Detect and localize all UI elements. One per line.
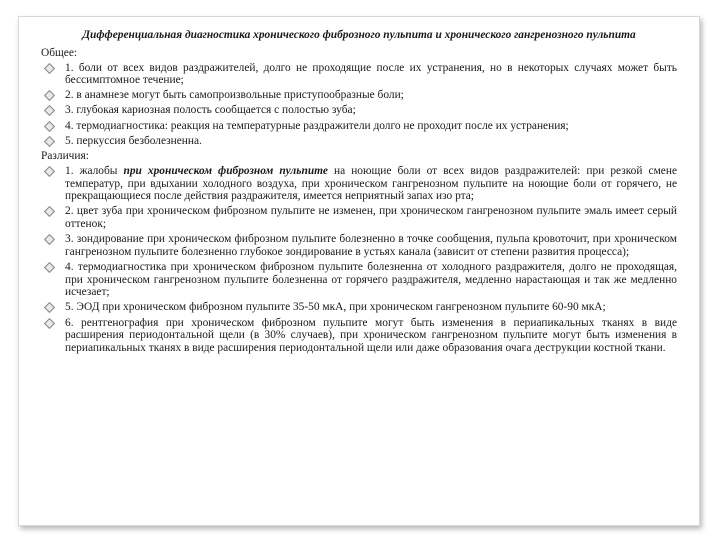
general-section-label: Общее:	[41, 46, 78, 59]
diamond-bullet-icon	[44, 63, 55, 74]
differences-list	[41, 165, 677, 354]
diamond-bullet-icon	[44, 318, 55, 329]
diamond-bullet-icon	[44, 105, 55, 116]
list-item-text: 5. ЭОД при хроническом фиброзном пульпите 35-50 мкА, при хроническом гангренозном пульпите 60-90 мкА;	[65, 301, 606, 314]
list-item	[41, 135, 677, 148]
list-item	[41, 233, 677, 258]
diamond-bullet-icon	[44, 136, 55, 147]
general-list	[41, 62, 677, 148]
list-item	[41, 104, 677, 117]
diamond-bullet-icon	[44, 302, 55, 313]
diamond-bullet-icon	[44, 262, 55, 273]
list-item-text: 1. боли от всех видов раздражителей, долго не проходящие после их устранения, но в некоторых случаях может быть бессимптомное течение;	[65, 61, 677, 87]
list-item-emphasis: при хроническом фиброзном пульпите	[123, 165, 328, 178]
content-card	[18, 16, 700, 526]
list-item-text: на ноющие боли от всех видов раздражителей: при резкой смене температур, при вдыхании холодного воздуха, при хроническом гангренозном пульпите на ноющие боли от горячего, не прекращающиеся после действия раздражителя, имеется неприятный запах изо рта;	[65, 165, 677, 203]
diamond-bullet-icon	[44, 206, 55, 217]
list-item	[41, 317, 677, 355]
diamond-bullet-icon	[44, 166, 55, 177]
list-item-text: 2. цвет зуба при хроническом фиброзном пульпите не изменен, при хроническом гангренозном пульпите эмаль имеет серый оттенок;	[65, 205, 677, 230]
list-item-prefix: 1. жалобы	[65, 165, 124, 178]
list-item	[41, 205, 677, 230]
list-item-text: 5. перкуссия безболезненна.	[65, 134, 202, 147]
diamond-bullet-icon	[44, 234, 55, 245]
diamond-bullet-icon	[44, 121, 55, 132]
list-item-text: 4. термодиагностика при хроническом фиброзном пульпите болезненна от холодного раздражителя, долго не проходящая, при хроническом гангренозном пульпите болезненна от горячего раздражителя, медленно нарастающая и так же медленно исчезает;	[65, 260, 677, 299]
list-item	[41, 261, 677, 299]
differences-section-label: Различия:	[41, 150, 89, 163]
diamond-bullet-icon	[44, 90, 55, 101]
list-item	[41, 301, 677, 314]
list-item	[41, 120, 677, 133]
list-item-text: 3. глубокая кариозная полость сообщается с полостью зуба;	[65, 104, 356, 117]
list-item-text: 4. термодиагностика: реакция на температурные раздражители долго не проходит после их устранения;	[65, 119, 569, 132]
list-item-text: 6. рентгенография при хроническом фиброзном пульпите могут быть изменения в периапикальных тканях в виде расширения периодонтальной щели (в 30% случаев), при хроническом гангренозном пульпите могут быть изменения в периапикальных тканях в виде расширения периодонтальной щели или даже образования очага деструкции костной ткани.	[65, 316, 677, 354]
slide-title: Дифференциальная диагностика хронического фиброзного пульпита и хронического гангренозного пульпита	[82, 29, 636, 41]
list-item	[41, 165, 677, 203]
list-item-text: 3. зондирование при хроническом фиброзном пульпите болезненно в точке сообщения, пульпа кровоточит, при хроническом гангренозном пульпите болезненно глубокое зондирование в устьях канала (зависит от степени развития процесса);	[65, 233, 677, 258]
list-item	[41, 89, 677, 102]
list-item-text: 2. в анамнезе могут быть самопроизвольные приступообразные боли;	[65, 89, 404, 102]
list-item	[41, 62, 677, 87]
